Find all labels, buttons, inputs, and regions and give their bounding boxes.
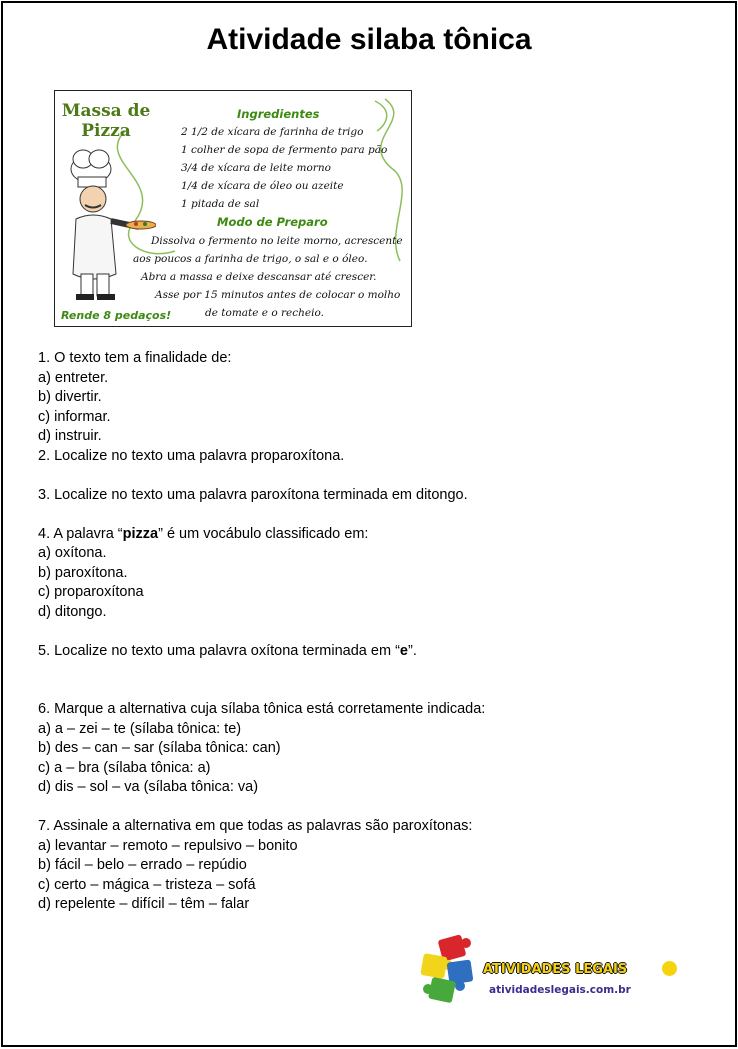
question-1-option: c) informar. <box>38 408 111 425</box>
method-line: de tomate e o recheio. <box>205 307 324 319</box>
question-6-option: b) des – can – sar (sílaba tônica: can) <box>38 740 281 756</box>
question-3-stem: 3. Localize no texto uma palavra paroxítona terminada em ditongo. <box>38 486 468 503</box>
page-title: Atividade silaba tônica <box>206 23 532 56</box>
question-4-option: b) paroxítona. <box>38 564 128 581</box>
question-7-option: c) certo – mágica – tristeza – sofá <box>38 876 256 893</box>
recipe-name <box>61 101 151 141</box>
question-1-option: b) divertir. <box>38 389 102 405</box>
logo-title: ATIVIDADES LEGAIS <box>483 962 628 977</box>
ingredient-line: 1/4 de xícara de óleo ou azeite <box>181 180 344 192</box>
method-heading: Modo de Preparo <box>217 215 328 229</box>
question-2-stem: 2. Localize no texto uma palavra proparoxítona. <box>38 447 345 464</box>
question-1-option: a) entreter. <box>38 369 109 386</box>
method-line: Abra a massa e deixe descansar até crescer. <box>141 271 377 283</box>
worksheet-page <box>1 1 737 1047</box>
ingredient-line: 3/4 de xícara de leite morno <box>181 162 331 174</box>
question-5-stem: 5. Localize no texto uma palavra oxítona terminada em “e”. <box>38 642 417 659</box>
question-1-option: d) instruir. <box>38 428 102 444</box>
question-6-option: a) a – zei – te (sílaba tônica: te) <box>38 720 242 737</box>
questions-block <box>38 349 718 915</box>
question-4-stem: 4. A palavra “pizza” é um vocábulo classificado em: <box>38 525 369 542</box>
recipe-name-line1: Massa de <box>61 101 151 121</box>
emphasized-word: pizza <box>122 525 159 542</box>
question-6-stem: 6. Marque a alternativa cuja sílaba tônica está corretamente indicada: <box>38 701 486 717</box>
recipe-card <box>54 90 412 327</box>
emphasized-letter: e <box>399 642 408 659</box>
ingredient-line: 1 colher de sopa de fermento para pão <box>181 144 388 156</box>
question-6-option: c) a – bra (sílaba tônica: a) <box>38 759 211 776</box>
site-logo <box>418 931 680 1009</box>
ingredient-line: 1 pitada de sal <box>181 198 260 210</box>
question-4-option: d) ditongo. <box>38 603 107 620</box>
question-7-option: a) levantar – remoto – repulsivo – bonito <box>38 837 298 854</box>
question-7-option: d) repelente – difícil – têm – falar <box>38 896 250 912</box>
question-1-stem: 1. O texto tem a finalidade de: <box>38 350 232 366</box>
question-6-option: d) dis – sol – va (sílaba tônica: va) <box>38 779 259 795</box>
method-line: Asse por 15 minutos antes de colocar o molho <box>155 289 401 301</box>
question-4-option: c) proparoxítona <box>38 584 144 600</box>
ingredient-line: 2 1/2 de xícara de farinha de trigo <box>181 126 364 138</box>
ingredients-heading: Ingredientes <box>237 107 320 121</box>
puzzle-icon <box>418 931 488 1009</box>
method-line: aos poucos a farinha de trigo, o sal e o óleo. <box>133 253 368 265</box>
question-7-option: b) fácil – belo – errado – repúdio <box>38 857 247 873</box>
recipe-name-line2: Pizza <box>81 121 131 141</box>
question-7-stem: 7. Assinale a alternativa em que todas as palavras são paroxítonas: <box>38 818 473 834</box>
logo-dot <box>662 961 677 976</box>
question-4-option: a) oxítona. <box>38 545 107 561</box>
recipe-yield: Rende 8 pedaços! <box>61 309 172 322</box>
logo-url: atividadeslegais.com.br <box>489 984 631 996</box>
method-line: Dissolva o fermento no leite morno, acrescente <box>151 235 403 247</box>
